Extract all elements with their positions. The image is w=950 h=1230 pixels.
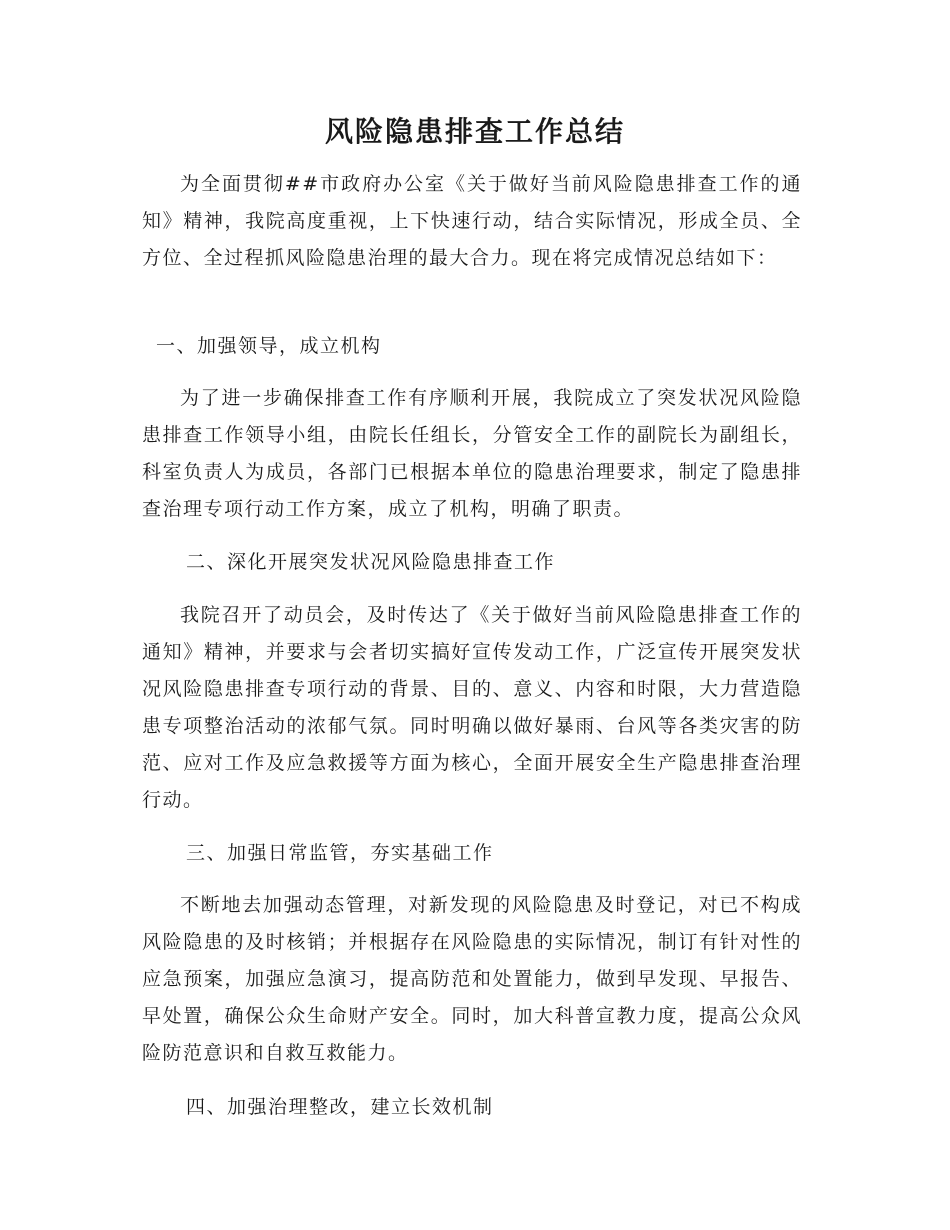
section-2-heading: 二、深化开展突发状况风险隐患排查工作 [186, 551, 556, 573]
section-1-heading: 一、加强领导，成立机构 [156, 335, 382, 357]
section-1-body: 为了进一步确保排查工作有序顺利开展，我院成立了突发状况风险隐患排查工作领导小组，由院长任组长，分管安全工作的副院长为副组长，科室负责人为成员，各部门已根据本单位的隐患治理要求，制定了隐患排查治理专项行动工作方案，成立了机构，明确了职责。 [142, 387, 802, 520]
section-3-body: 不断地去加强动态管理，对新发现的风险隐患及时登记，对已不构成风险隐患的及时核销；并根据存在风险隐患的实际情况，制订有针对性的应急预案，加强应急演习，提高防范和处置能力，做到早发现、早报告、早处置，确保公众生命财产安全。同时，加大科普宣教力度，提高公众风险防范意识和自救互救能力。 [142, 894, 802, 1064]
intro-paragraph: 为全面贯彻##市政府办公室《关于做好当前风险隐患排查工作的通知》精神，我院高度重视，上下快速行动，结合实际情况，形成全员、全方位、全过程抓风险隐患治理的最大合力。现在将完成情况总结如下： [142, 173, 802, 269]
section-3-heading: 三、加强日常监管，夯实基础工作 [186, 842, 494, 864]
section-4-heading: 四、加强治理整改，建立长效机制 [186, 1096, 494, 1118]
document-title: 风险隐患排查工作总结 [324, 115, 625, 148]
section-2-body: 我院召开了动员会，及时传达了《关于做好当前风险隐患排查工作的通知》精神，并要求与会者切实搞好宣传发动工作，广泛宣传开展突发状况风险隐患排查专项行动的背景、目的、意义、内容和时限，大力营造隐患专项整治活动的浓郁气氛。同时明确以做好暴雨、台风等各类灾害的防范、应对工作及应急救援等方面为核心，全面开展安全生产隐患排查治理行动。 [142, 604, 802, 811]
